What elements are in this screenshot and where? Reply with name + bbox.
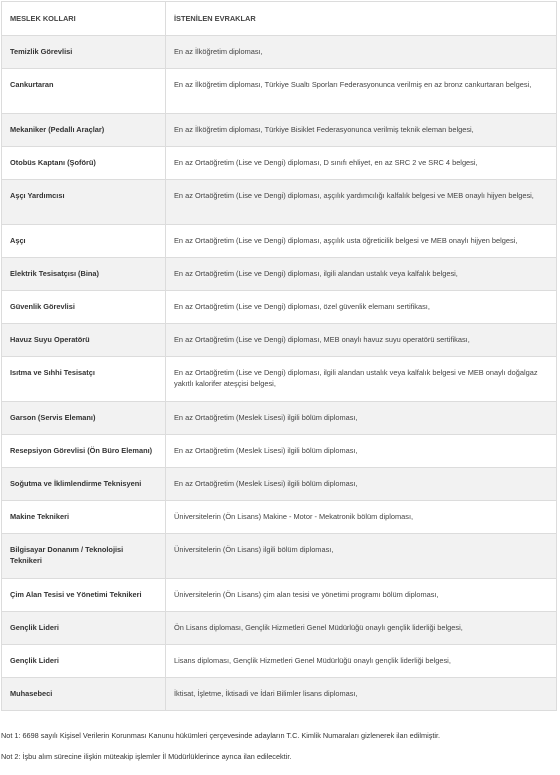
profession-cell: Elektrik Tesisatçısı (Bina) [2,258,166,291]
profession-cell: Makine Teknikeri [2,501,166,534]
documents-cell: Üniversitelerin (Ön Lisans) Makine - Motor - Mekatronik bölüm diploması, [166,501,557,534]
documents-cell: En az İlköğretim diploması, Türkiye Bisiklet Federasyonunca verilmiş teknik eleman belgesi, [166,114,557,147]
table-row [2,678,557,711]
profession-cell: Çim Alan Tesisi ve Yönetimi Teknikeri [2,579,166,612]
table-row [2,225,557,258]
profession-cell: Güvenlik Görevlisi [2,291,166,324]
profession-cell: Mekaniker (Pedallı Araçlar) [2,114,166,147]
profession-cell: Cankurtaran [2,69,166,114]
documents-cell: En az Ortaöğretim (Meslek Lisesi) ilgili bölüm diploması, [166,435,557,468]
documents-cell: En az Ortaöğretim (Meslek Lisesi) ilgili bölüm diploması, [166,402,557,435]
table-header-row [2,2,557,36]
table-row [2,291,557,324]
profession-cell: Soğutma ve İklimlendirme Teknisyeni [2,468,166,501]
table-row [2,645,557,678]
table-row [2,612,557,645]
table-row [2,180,557,225]
notes [1,730,556,762]
documents-cell: Üniversitelerin (Ön Lisans) ilgili bölüm diploması, [166,534,557,579]
note-1: Not 1: 6698 sayılı Kişisel Verilerin Korunması Kanunu hükümleri çerçevesinde adayların T.C. Kimlik Numaraları gizlenerek ilan edilmiştir. [1,731,441,740]
profession-cell: Havuz Suyu Operatörü [2,324,166,357]
header-documents: İSTENİLEN EVRAKLAR [166,2,557,36]
profession-cell: Otobüs Kaptanı (Şoförü) [2,147,166,180]
profession-cell: Temizlik Görevlisi [2,36,166,69]
documents-cell: En az Ortaöğretim (Lise ve Dengi) diploması, aşçılık usta öğreticilik belgesi ve MEB onaylı hijyen belgesi, [166,225,557,258]
table-row [2,402,557,435]
documents-cell: Üniversitelerin (Ön Lisans) çim alan tesisi ve yönetimi programı bölüm diploması, [166,579,557,612]
requirements-table [1,1,557,711]
documents-cell: En az Ortaöğretim (Lise ve Dengi) diploması, özel güvenlik elemanı sertifikası, [166,291,557,324]
header-profession: MESLEK KOLLARI [2,2,166,36]
documents-cell: İktisat, İşletme, İktisadi ve İdari Bilimler lisans diploması, [166,678,557,711]
table-row [2,258,557,291]
documents-cell: En az Ortaöğretim (Lise ve Dengi) diploması, aşçılık yardımcılığı kalfalık belgesi ve MEB onaylı hijyen belgesi, [166,180,557,225]
documents-cell: En az Ortaöğretim (Lise ve Dengi) diploması, ilgili alandan ustalık veya kalfalık belgesi, [166,258,557,291]
profession-cell: Aşçı [2,225,166,258]
profession-cell: Resepsiyon Görevlisi (Ön Büro Elemanı) [2,435,166,468]
table-row [2,579,557,612]
documents-cell: En az Ortaöğretim (Meslek Lisesi) ilgili bölüm diploması, [166,468,557,501]
table-row [2,69,557,114]
documents-cell: En az Ortaöğretim (Lise ve Dengi) diploması, D sınıfı ehliyet, en az SRC 2 ve SRC 4 belgesi, [166,147,557,180]
table-row [2,114,557,147]
table-row [2,357,557,402]
table-row [2,324,557,357]
documents-cell: En az İlköğretim diploması, Türkiye Sualtı Sporları Federasyonunca verilmiş en az bronz cankurtaran belgesi, [166,69,557,114]
documents-cell: En az Ortaöğretim (Lise ve Dengi) diploması, MEB onaylı havuz suyu operatörü sertifikası, [166,324,557,357]
profession-cell: Gençlik Lideri [2,645,166,678]
table-row [2,435,557,468]
table-row [2,468,557,501]
table-row [2,501,557,534]
documents-cell: En az İlköğretim diploması, [166,36,557,69]
profession-cell: Aşçı Yardımcısı [2,180,166,225]
documents-cell: Ön Lisans diploması, Gençlik Hizmetleri Genel Müdürlüğü onaylı gençlik liderliği belgesi, [166,612,557,645]
documents-cell: Lisans diploması, Gençlik Hizmetleri Genel Müdürlüğü onaylı gençlik liderliği belgesi, [166,645,557,678]
profession-cell: Muhasebeci [2,678,166,711]
profession-cell: Isıtma ve Sıhhi Tesisatçı [2,357,166,402]
profession-cell: Garson (Servis Elemanı) [2,402,166,435]
note-2: Not 2: İşbu alım sürecine ilişkin müteakip işlemler İl Müdürlüklerince ayrıca ilan edilecektir. [1,752,292,761]
table-row [2,147,557,180]
profession-cell: Bilgisayar Donanım / Teknolojisi Teknikeri [2,534,166,579]
profession-cell: Gençlik Lideri [2,612,166,645]
table-row [2,36,557,69]
documents-cell: En az Ortaöğretim (Lise ve Dengi) diploması, ilgili alandan ustalık veya kalfalık belgesi ve MEB onaylı doğalgaz yakıtlı kalorifer ateşçisi belgesi, [166,357,557,402]
table-row [2,534,557,579]
